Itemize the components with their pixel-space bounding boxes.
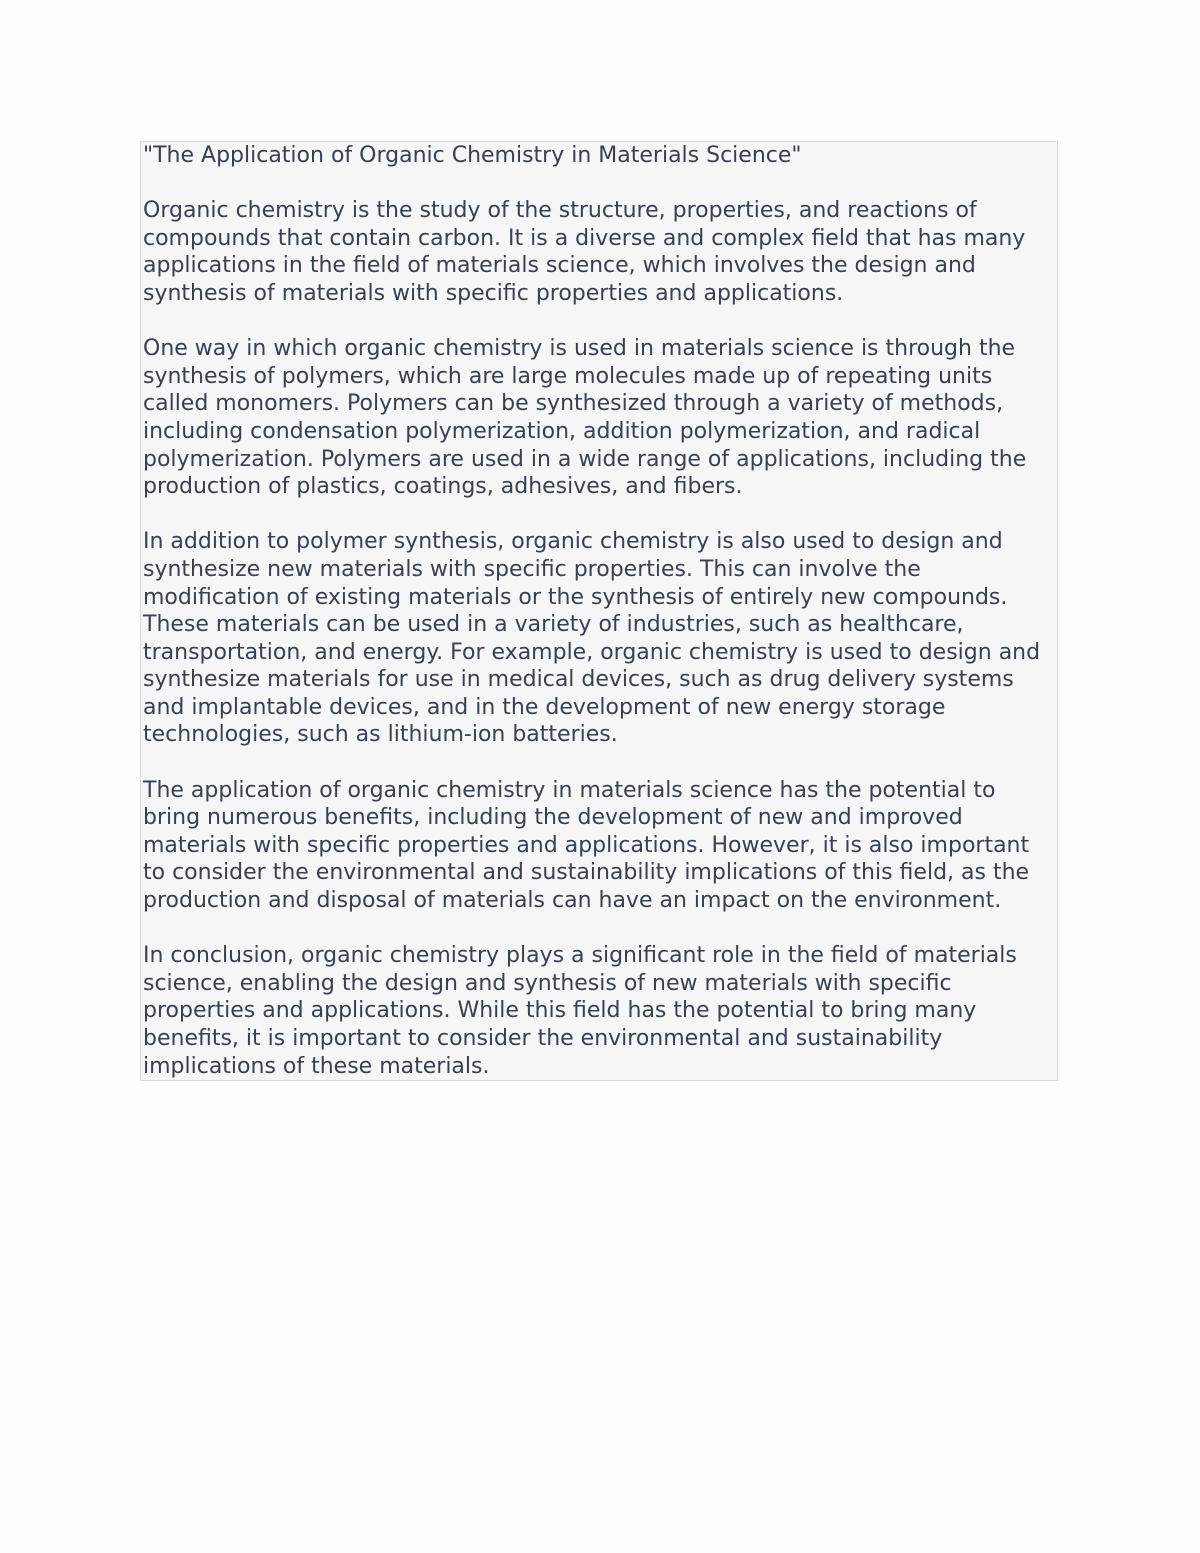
document-text-box — [140, 141, 1058, 1081]
document-title: "The Application of Organic Chemistry in Materials Science" — [143, 143, 802, 168]
paragraph-intro: Organic chemistry is the study of the structure, properties, and reactions of compounds that contain carbon. It is a diverse and complex field that has many applications in the field of materials science, which involves the design and synthesis of materials with specific properties and applications. — [143, 198, 1026, 306]
paragraph-new-materials: In addition to polymer synthesis, organic chemistry is also used to design and synthesize new materials with specific properties. This can involve the modification of existing materials or the synthesis of entirely new compounds. These materials can be used in a variety of industries, such as healthcare, transportation, and energy. For example, organic chemistry is used to design and synthesize materials for use in medical devices, such as drug delivery systems and implantable devices, and in the development of new energy storage technologies, such as lithium-ion batteries. — [143, 529, 1041, 748]
paragraph-conclusion: In conclusion, organic chemistry plays a significant role in the field of materials science, enabling the design and synthesis of new materials with specific properties and applications. While this field has the potential to bring many benefits, it is important to consider the environmental and sustainability implications of these materials. — [143, 943, 1017, 1079]
paragraph-benefits: The application of organic chemistry in materials science has the potential to bring numerous benefits, including the development of new and improved materials with specific properties and applications. However, it is also important to consider the environmental and sustainability implications of this field, as the production and disposal of materials can have an impact on the environment. — [143, 777, 1030, 914]
paragraph-polymers: One way in which organic chemistry is used in materials science is through the synthesis of polymers, which are large molecules made up of repeating units called monomers. Polymers can be synthesized through a variety of methods, including condensation polymerization, addition polymerization, and radical polymerization. Polymers are used in a wide range of applications, including the production of plastics, coatings, adhesives, and fibers. — [143, 336, 1027, 500]
